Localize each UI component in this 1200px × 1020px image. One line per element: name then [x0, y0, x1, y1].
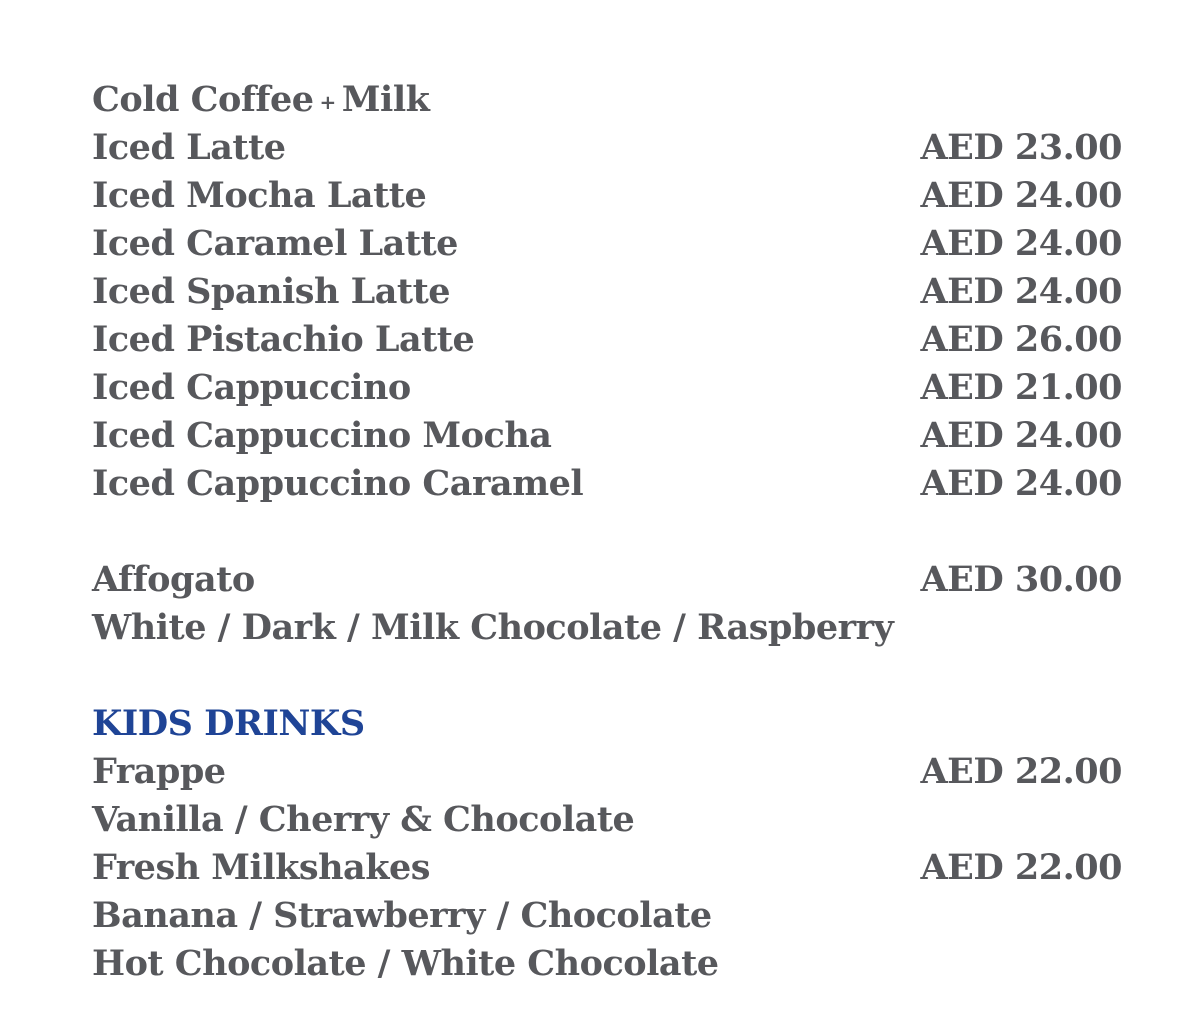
- item-price: AED 24.00: [920, 223, 1122, 264]
- affogato-options: [92, 604, 1122, 652]
- item-name: Iced Cappuccino: [92, 367, 411, 408]
- item-price: AED 22.00: [920, 847, 1122, 888]
- item-name: Iced Caramel Latte: [92, 223, 458, 264]
- item-name: Iced Cappuccino Caramel: [92, 463, 584, 504]
- menu-item-fresh-milkshakes: [92, 844, 1122, 892]
- item-price: AED 30.00: [920, 559, 1122, 600]
- item-price: AED 21.00: [920, 367, 1122, 408]
- item-options: Vanilla / Cherry & Chocolate: [92, 799, 635, 840]
- menu-item-iced-caramel-latte: [92, 220, 1122, 268]
- item-name: Iced Cappuccino Mocha: [92, 415, 552, 456]
- milkshake-options: [92, 892, 1122, 940]
- item-price: AED 22.00: [920, 751, 1122, 792]
- item-options: White / Dark / Milk Chocolate / Raspberry: [92, 607, 894, 648]
- menu-item-iced-cappuccino: [92, 364, 1122, 412]
- drinks-menu: [92, 76, 1122, 988]
- frappe-options: [92, 796, 1122, 844]
- item-price: AED 24.00: [920, 415, 1122, 456]
- item-name: Iced Latte: [92, 127, 286, 168]
- item-name: Iced Mocha Latte: [92, 175, 427, 216]
- menu-item-iced-cappuccino-caramel: [92, 460, 1122, 508]
- cold-coffee-heading-text: Cold Coffee: [92, 79, 314, 120]
- item-name: Frappe: [92, 751, 226, 792]
- menu-item-iced-mocha-latte: [92, 172, 1122, 220]
- item-price: AED 24.00: [920, 463, 1122, 504]
- menu-item-affogato: [92, 556, 1122, 604]
- item-name: Iced Pistachio Latte: [92, 319, 475, 360]
- milk-heading-text: Milk: [341, 79, 430, 120]
- menu-item-hot-chocolate: [92, 940, 1122, 988]
- menu-item-iced-spanish-latte: [92, 268, 1122, 316]
- section-spacer: [92, 508, 1122, 556]
- item-name: Hot Chocolate / White Chocolate: [92, 943, 719, 984]
- item-name: Fresh Milkshakes: [92, 847, 430, 888]
- item-price: AED 24.00: [920, 175, 1122, 216]
- menu-item-iced-pistachio-latte: [92, 316, 1122, 364]
- item-options: Banana / Strawberry / Chocolate: [92, 895, 712, 936]
- item-price: AED 23.00: [920, 127, 1122, 168]
- item-name: Affogato: [92, 559, 255, 600]
- menu-item-iced-cappuccino-mocha: [92, 412, 1122, 460]
- plus-sign: +: [319, 89, 336, 114]
- item-name: Iced Spanish Latte: [92, 271, 451, 312]
- cold-coffee-heading: [92, 76, 1122, 124]
- section-spacer: [92, 652, 1122, 700]
- menu-item-iced-latte: [92, 124, 1122, 172]
- item-price: AED 26.00: [920, 319, 1122, 360]
- section-heading: KIDS DRINKS: [92, 703, 365, 744]
- menu-item-frappe: [92, 748, 1122, 796]
- item-price: AED 24.00: [920, 271, 1122, 312]
- kids-drinks-heading: [92, 700, 1122, 748]
